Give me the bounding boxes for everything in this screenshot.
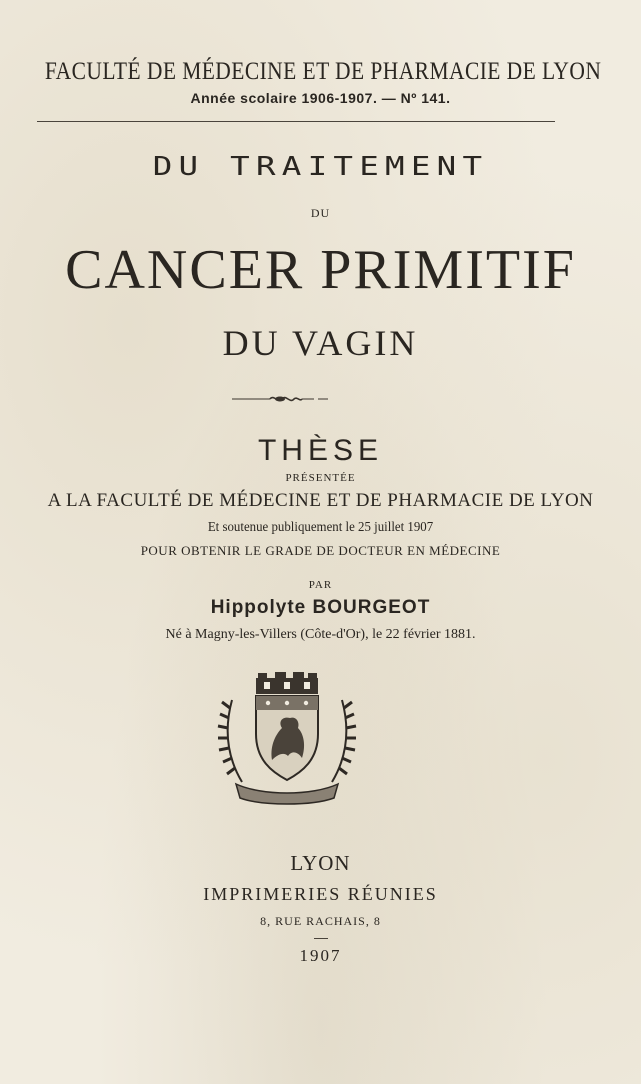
by-label: PAR — [308, 579, 333, 591]
title-line-3: CANCER PRIMITIF — [65, 239, 576, 301]
title-line-4: DU VAGIN — [222, 323, 419, 363]
presenting-faculty: A LA FACULTÉ DE MÉDECINE ET DE PHARMACIE DE LYON — [47, 490, 594, 511]
lyon-coat-of-arms-icon — [212, 672, 362, 807]
degree-purpose: POUR OBTENIR LE GRADE DE DOCTEUR EN MÉDECINE — [140, 543, 501, 558]
publisher-city: LYON — [290, 851, 351, 875]
header-divider — [37, 121, 555, 122]
presented-label: PRÉSENTÉE — [285, 472, 356, 484]
printer-address: 8, RUE RACHAIS, 8 — [260, 914, 381, 928]
school-year: Année scolaire 1906-1907. — Nº 141. — [190, 90, 451, 106]
thesis-heading: THÈSE — [257, 434, 384, 467]
printer-name: IMPRIMERIES RÉUNIES — [203, 884, 438, 904]
author-name: Hippolyte BOURGEOT — [210, 597, 431, 618]
publication-year: 1907 — [299, 946, 342, 965]
defense-date: Et soutenue publiquement le 25 juillet 1907 — [207, 520, 434, 535]
author-birth: Né à Magny-les-Villers (Côte-d'Or), le 22 février 1881. — [165, 627, 476, 642]
imprint-dash — [314, 938, 328, 939]
ornament-divider-icon — [230, 393, 330, 405]
faculty-header: FACULTÉ DE MÉDECINE ET DE PHARMACIE DE LYON — [44, 58, 602, 85]
title-line-1: DU TRAITEMENT — [152, 152, 489, 182]
title-line-2: DU — [310, 206, 331, 220]
